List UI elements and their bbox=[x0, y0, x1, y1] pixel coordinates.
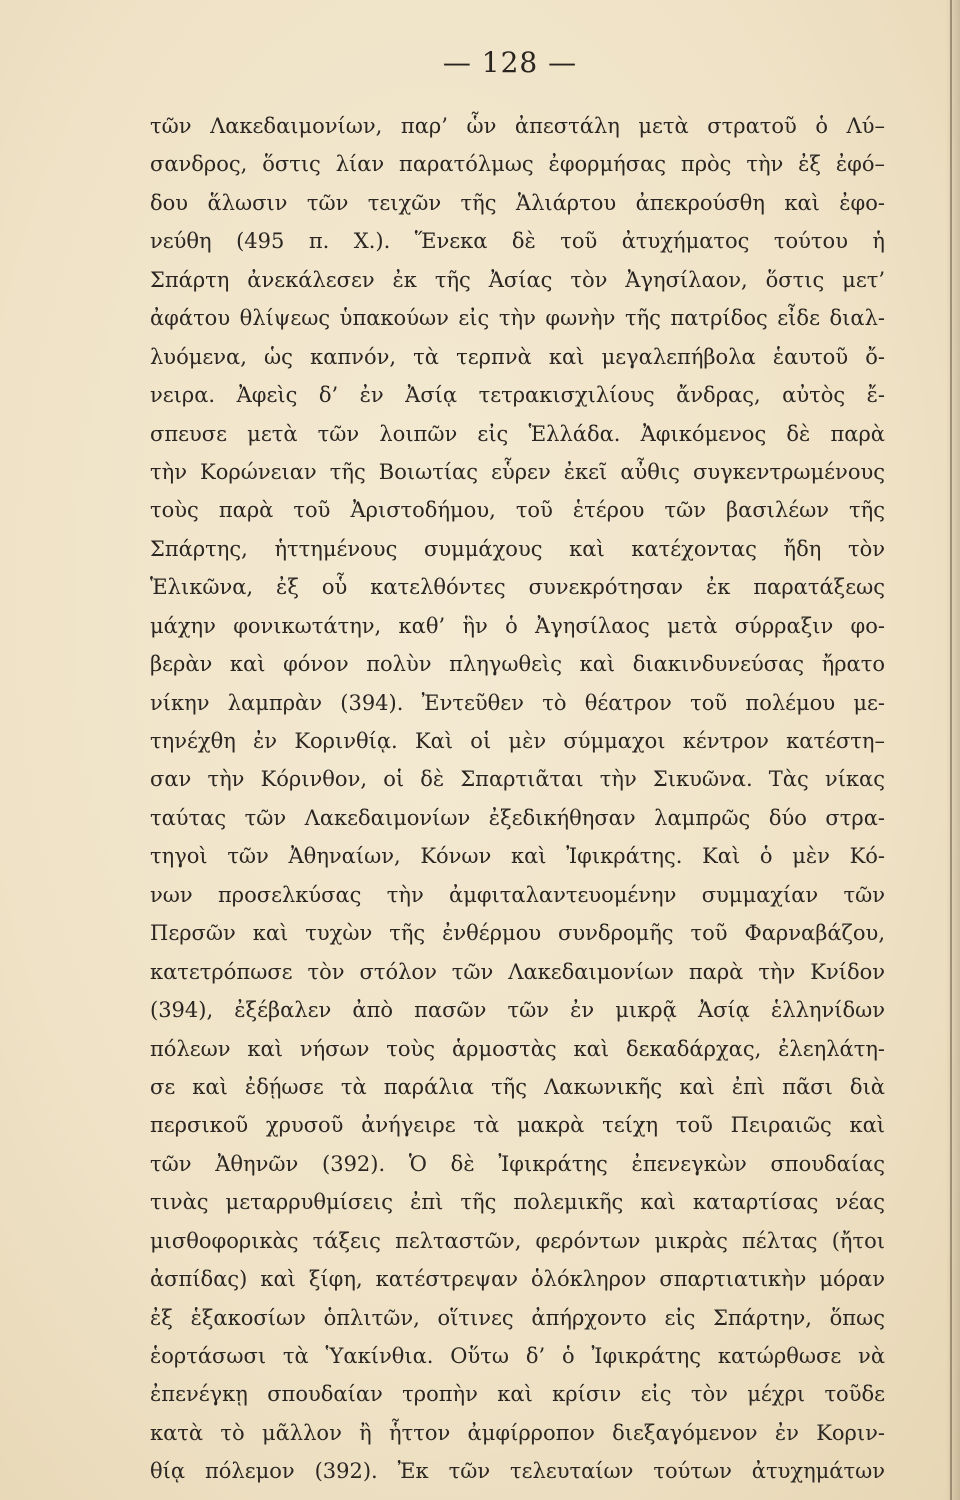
text-line: τηγοὶ τῶν Ἀθηναίων, Κόνων καὶ Ἰφικράτης. Καὶ ὁ μὲν Κό- bbox=[150, 844, 885, 869]
page-edge-shadow bbox=[946, 0, 960, 1500]
text-line: (394), ἐξέβαλεν ἀπὸ πασῶν τῶν ἐν μικρᾷ Ἀσίᾳ ἑλληνίδων bbox=[150, 998, 885, 1023]
text-line: σανδρος, ὅστις λίαν παρατόλμως ἐφορμήσας πρὸς τὴν ἐξ ἐφό– bbox=[150, 152, 885, 177]
text-line: τινὰς μεταρρυθμίσεις ἐπὶ τῆς πολεμικῆς καὶ καταρτίσας νέας bbox=[150, 1190, 885, 1215]
text-line: τοὺς παρὰ τοῦ Ἀριστοδήμου, τοῦ ἑτέρου τῶν βασιλέων τῆς bbox=[150, 498, 885, 523]
text-line: ἀφάτου θλίψεως ὑπακούων εἰς τὴν φωνὴν τῆς πατρίδος εἶδε διαλ- bbox=[150, 306, 885, 331]
text-line: πόλεων καὶ νήσων τοὺς ἁρμοστὰς καὶ δεκαδάρχας, ἐλεηλάτη- bbox=[150, 1036, 885, 1061]
text-line: νων προσελκύσας τὴν ἀμφιταλαντευομένην συμμαχίαν τῶν bbox=[150, 882, 885, 907]
text-line: θίᾳ πόλεμον (392). Ἐκ τῶν τελευταίων τούτων ἀτυχημάτων bbox=[150, 1459, 885, 1484]
text-line: τὴν Κορώνειαν τῆς Βοιωτίας εὗρεν ἐκεῖ αὖθις συγκεντρωμένους bbox=[150, 459, 885, 484]
text-line: περσικοῦ χρυσοῦ ἀνήγειρε τὰ μακρὰ τείχη τοῦ Πειραιῶς καὶ bbox=[150, 1113, 885, 1138]
text-line: τῶν Λακεδαιμονίων, παρ’ ὧν ἀπεστάλη μετὰ στρατοῦ ὁ Λύ– bbox=[150, 114, 885, 138]
text-line: ἑορτάσωσι τὰ Ὑακίνθια. Οὕτω δ’ ὁ Ἰφικράτης κατώρθωσε νὰ bbox=[150, 1344, 885, 1368]
text-line: ἀσπίδας) καὶ ξίφη, κατέστρεψαν ὁλόκληρον σπαρτιατικὴν μόραν bbox=[150, 1267, 885, 1292]
text-line: νίκην λαμπρὰν (394). Ἐντεῦθεν τὸ θέατρον τοῦ πολέμου με- bbox=[150, 690, 885, 715]
text-line: Περσῶν καὶ τυχὼν τῆς ἐνθέρμου συνδρομῆς τοῦ Φαρναβάζου, bbox=[150, 921, 885, 946]
text-line: σαν τὴν Κόρινθον, οἱ δὲ Σπαρτιᾶται τὴν Σικυῶνα. Τὰς νίκας bbox=[150, 767, 885, 792]
text-line: Σπάρτη ἀνεκάλεσεν ἐκ τῆς Ἀσίας τὸν Ἀγησίλαον, ὅστις μετ’ bbox=[150, 267, 885, 292]
text-line: λυόμενα, ὡς καπνόν, τὰ τερπνὰ καὶ μεγαλεπήβολα ἑαυτοῦ ὄ- bbox=[150, 344, 885, 369]
body-text bbox=[150, 107, 885, 1491]
page-edge-line bbox=[950, 0, 952, 1500]
text-line: νειρα. Ἀφεὶς δ’ ἐν Ἀσίᾳ τετρακισχιλίους ἄνδρας, αὐτὸς ἔ- bbox=[150, 383, 885, 408]
text-line: ἐξ ἑξακοσίων ὁπλιτῶν, οἵτινες ἀπήρχοντο εἰς Σπάρτην, ὅπως bbox=[150, 1305, 885, 1330]
text-line: κατετρόπωσε τὸν στόλον τῶν Λακεδαιμονίων παρὰ τὴν Κνίδον bbox=[150, 959, 885, 984]
text-line: ἐπενέγκῃ σπουδαίαν τροπὴν καὶ κρίσιν εἰς τὸν μέχρι τοῦδε bbox=[150, 1382, 885, 1407]
text-line: Σπάρτης, ἡττημένους συμμάχους καὶ κατέχοντας ἤδη τὸν bbox=[150, 536, 885, 561]
text-line: μισθοφορικὰς τάξεις πελταστῶν, φερόντων μικρὰς πέλτας (ἤτοι bbox=[150, 1228, 885, 1253]
text-line: δου ἅλωσιν τῶν τειχῶν τῆς Ἁλιάρτου ἀπεκρούσθη καὶ ἐφο- bbox=[150, 190, 885, 215]
text-line: τηνέχθη ἐν Κορινθίᾳ. Καὶ οἱ μὲν σύμμαχοι κέντρον κατέστη– bbox=[150, 729, 885, 753]
text-line: βερὰν καὶ φόνον πολὺν πληγωθεὶς καὶ διακινδυνεύσας ἤρατο bbox=[150, 652, 885, 677]
text-line: κατὰ τὸ μᾶλλον ἢ ἧττον ἀμφίρροπον διεξαγόμενον ἐν Κοριν- bbox=[150, 1420, 885, 1445]
text-line: σε καὶ ἐδῄωσε τὰ παράλια τῆς Λακωνικῆς καὶ ἐπὶ πᾶσι διὰ bbox=[150, 1074, 885, 1099]
page-number: — 128 — bbox=[442, 46, 578, 79]
text-line: σπευσε μετὰ τῶν λοιπῶν εἰς Ἑλλάδα. Ἀφικόμενος δὲ παρὰ bbox=[150, 421, 885, 446]
text-line: μάχην φονικωτάτην, καθ’ ἣν ὁ Ἀγησίλαος μετὰ σύρραξιν φο- bbox=[150, 613, 885, 638]
text-line: ταύτας τῶν Λακεδαιμονίων ἐξεδικήθησαν λαμπρῶς δύο στρα- bbox=[150, 805, 885, 830]
text-line: Ἑλικῶνα, ἐξ οὗ κατελθόντες συνεκρότησαν ἐκ παρατάξεως bbox=[150, 575, 885, 600]
text-line: τῶν Ἀθηνῶν (392). Ὁ δὲ Ἰφικράτης ἐπενεγκὼν σπουδαίας bbox=[150, 1151, 885, 1176]
text-line: νεύθη (495 π. Χ.). Ἕνεκα δὲ τοῦ ἀτυχήματος τούτου ἡ bbox=[150, 229, 885, 254]
